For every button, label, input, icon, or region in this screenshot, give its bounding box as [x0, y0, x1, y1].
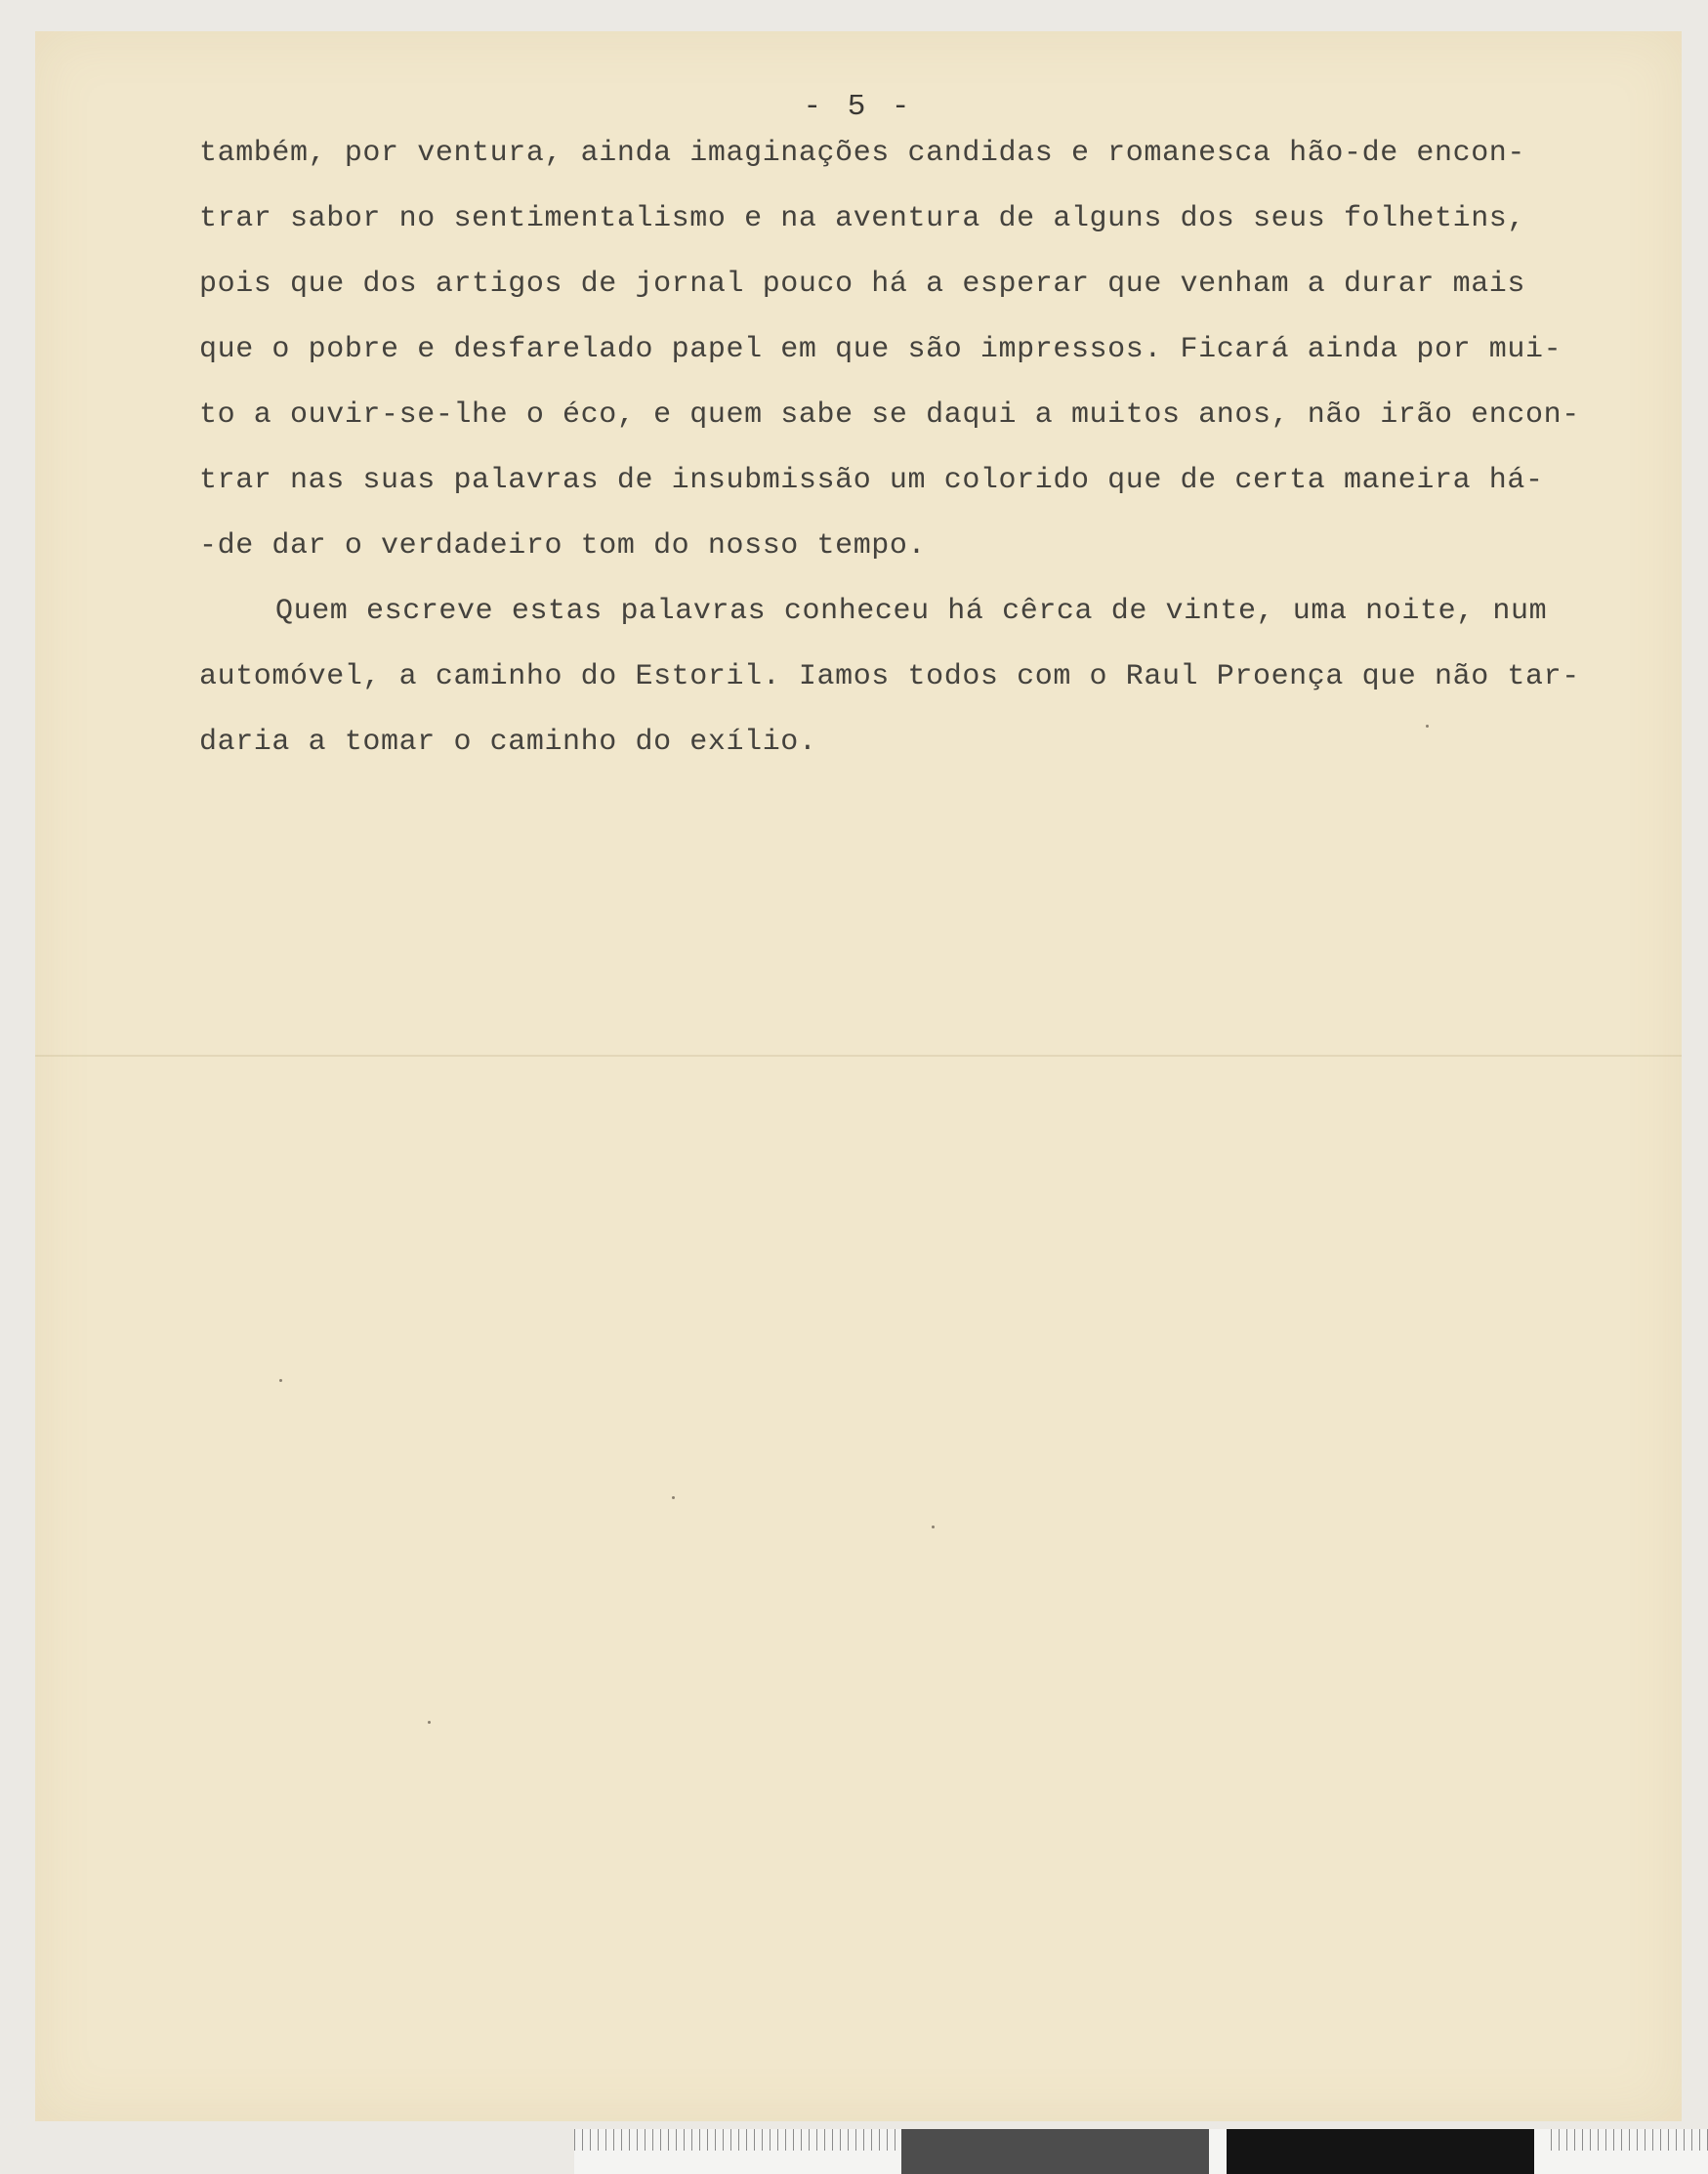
document-page [35, 31, 1682, 2121]
text-line: trar sabor no sentimentalismo e na aventura de alguns dos seus folhetins, [199, 202, 1526, 235]
paper-fold-line [35, 1055, 1682, 1057]
paper-speck [1426, 725, 1429, 728]
text-line: daria a tomar o caminho do exílio. [199, 726, 817, 759]
ruler-ticks [574, 2129, 906, 2151]
black-calibration-patch [1227, 2129, 1534, 2174]
paper-speck [672, 1496, 675, 1499]
paragraph-start-line: Quem escreve estas palavras conheceu há cêrca de vinte, uma noite, num [275, 595, 1548, 628]
paper-speck [428, 1721, 431, 1724]
text-line: to a ouvir-se-lhe o éco, e quem sabe se daqui a muitos anos, não irão encon- [199, 398, 1580, 432]
text-line: -de dar o verdadeiro tom do nosso tempo. [199, 529, 927, 563]
body-text [199, 121, 1708, 775]
ruler-ticks [1551, 2129, 1708, 2151]
paper-speck [932, 1526, 935, 1528]
text-line: que o pobre e desfarelado papel em que são impressos. Ficará ainda por mui- [199, 333, 1562, 366]
page-number: - 5 - [803, 90, 914, 124]
text-line: trar nas suas palavras de insubmissão um colorido que de certa maneira há- [199, 464, 1544, 497]
text-line: também, por ventura, ainda imaginações candidas e romanesca hão-de encon- [199, 137, 1526, 170]
text-line: automóvel, a caminho do Estoril. Iamos todos com o Raul Proença que não tar- [199, 660, 1580, 693]
paper-speck [279, 1379, 282, 1382]
text-line: pois que dos artigos de jornal pouco há a esperar que venham a durar mais [199, 268, 1526, 301]
gray-calibration-patch [901, 2129, 1209, 2174]
scale-ruler [574, 2129, 1708, 2174]
